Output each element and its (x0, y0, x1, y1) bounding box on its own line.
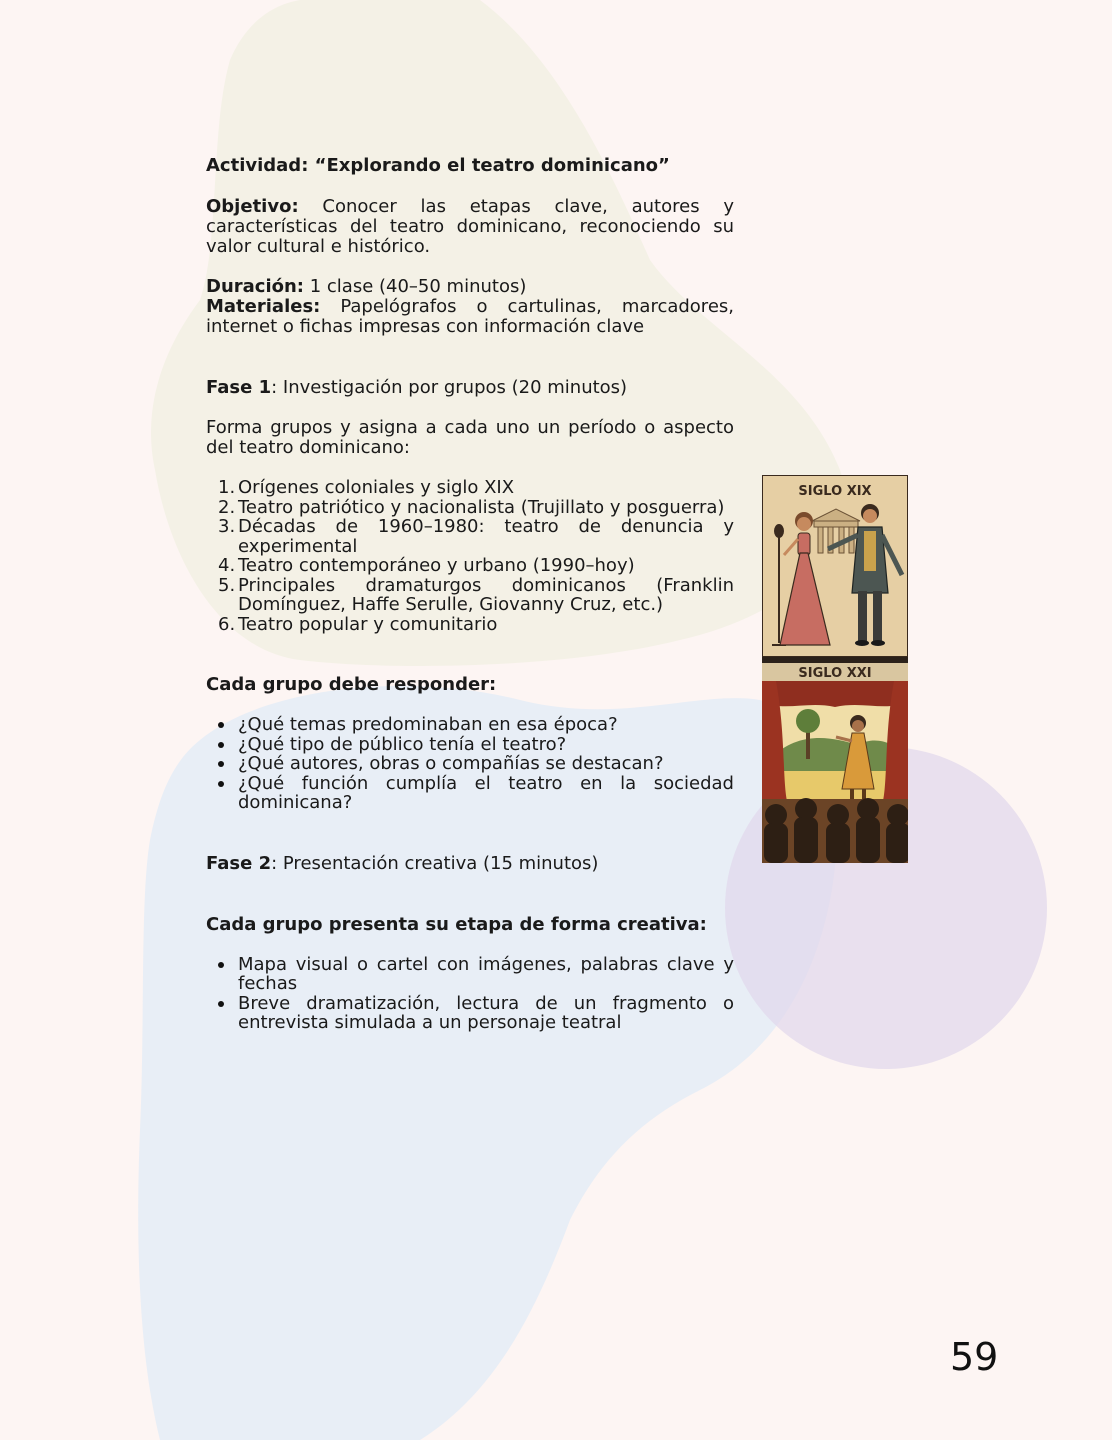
phase2-text: : Presentación creativa (15 minutos) (271, 852, 599, 874)
materials-label: Materiales: (206, 296, 321, 317)
phase1-text: : Investigación por grupos (20 minutos) (271, 377, 628, 398)
list-item: 3. Décadas de 1960–1980: teatro de denuncia y experimental (218, 516, 734, 557)
list-item: ¿Qué temas predominaban en esa época? (206, 715, 734, 735)
objective-text: Conocer las etapas clave, autores y características del teatro dominicano, reconociendo su valor cultural e histórico. (206, 196, 734, 257)
phase1-label: Fase 1 (206, 377, 272, 398)
phase1-intro: Forma grupos y asigna a cada uno un período o aspecto del teatro dominicano: (206, 417, 734, 458)
theatre-illustration (762, 475, 908, 863)
phase2-label: Fase 2 (206, 852, 272, 874)
objective-paragraph (206, 197, 734, 257)
duration-paragraph (206, 277, 734, 297)
questions-heading: Cada grupo debe responder: (206, 674, 497, 695)
page-number: 59 (950, 1335, 999, 1379)
list-item: Mapa visual o cartel con imágenes, palabras clave y fechas (206, 955, 734, 994)
materials-text: Papelógrafos o cartulinas, marcadores, internet o fichas impresas con información clave (206, 296, 734, 337)
objective-label: Objetivo: (206, 196, 299, 217)
activity-content (206, 156, 734, 1033)
activity-title: Actividad: “Explorando el teatro dominicano” (206, 155, 670, 176)
phase1-heading (206, 378, 734, 398)
list-item: 4. Teatro contemporáneo y urbano (1990–hoy) (218, 555, 635, 576)
list-item: ¿Qué función cumplía el teatro en la sociedad dominicana? (206, 774, 734, 813)
list-item: 6. Teatro popular y comunitario (218, 613, 498, 635)
periods-list (206, 478, 734, 634)
phase2-subheading: Cada grupo presenta su etapa de forma creativa: (206, 913, 707, 935)
siglo-xix-label: SIGLO XIX (798, 484, 872, 499)
list-item: Breve dramatización, lectura de un fragmento o entrevista simulada a un personaje teatral (206, 994, 734, 1033)
duration-text: 1 clase (40–50 minutos) (304, 276, 527, 297)
list-item: 1. Orígenes coloniales y siglo XIX (218, 477, 515, 498)
list-item: ¿Qué tipo de público tenía el teatro? (206, 735, 734, 755)
siglo-xxi-label: SIGLO XXI (798, 666, 872, 681)
list-item: 2. Teatro patriótico y nacionalista (Trujillato y posguerra) (218, 496, 725, 518)
materials-paragraph (206, 297, 734, 337)
questions-list (206, 715, 734, 813)
list-item: ¿Qué autores, obras o compañías se destacan? (206, 754, 734, 774)
presentation-list (206, 955, 734, 1033)
list-item: 5. Principales dramaturgos dominicanos (Franklin Domínguez, Haffe Serulle, Giovanny Cruz, etc.) (218, 574, 734, 615)
phase2-heading (206, 854, 734, 874)
duration-label: Duración: (206, 276, 304, 297)
